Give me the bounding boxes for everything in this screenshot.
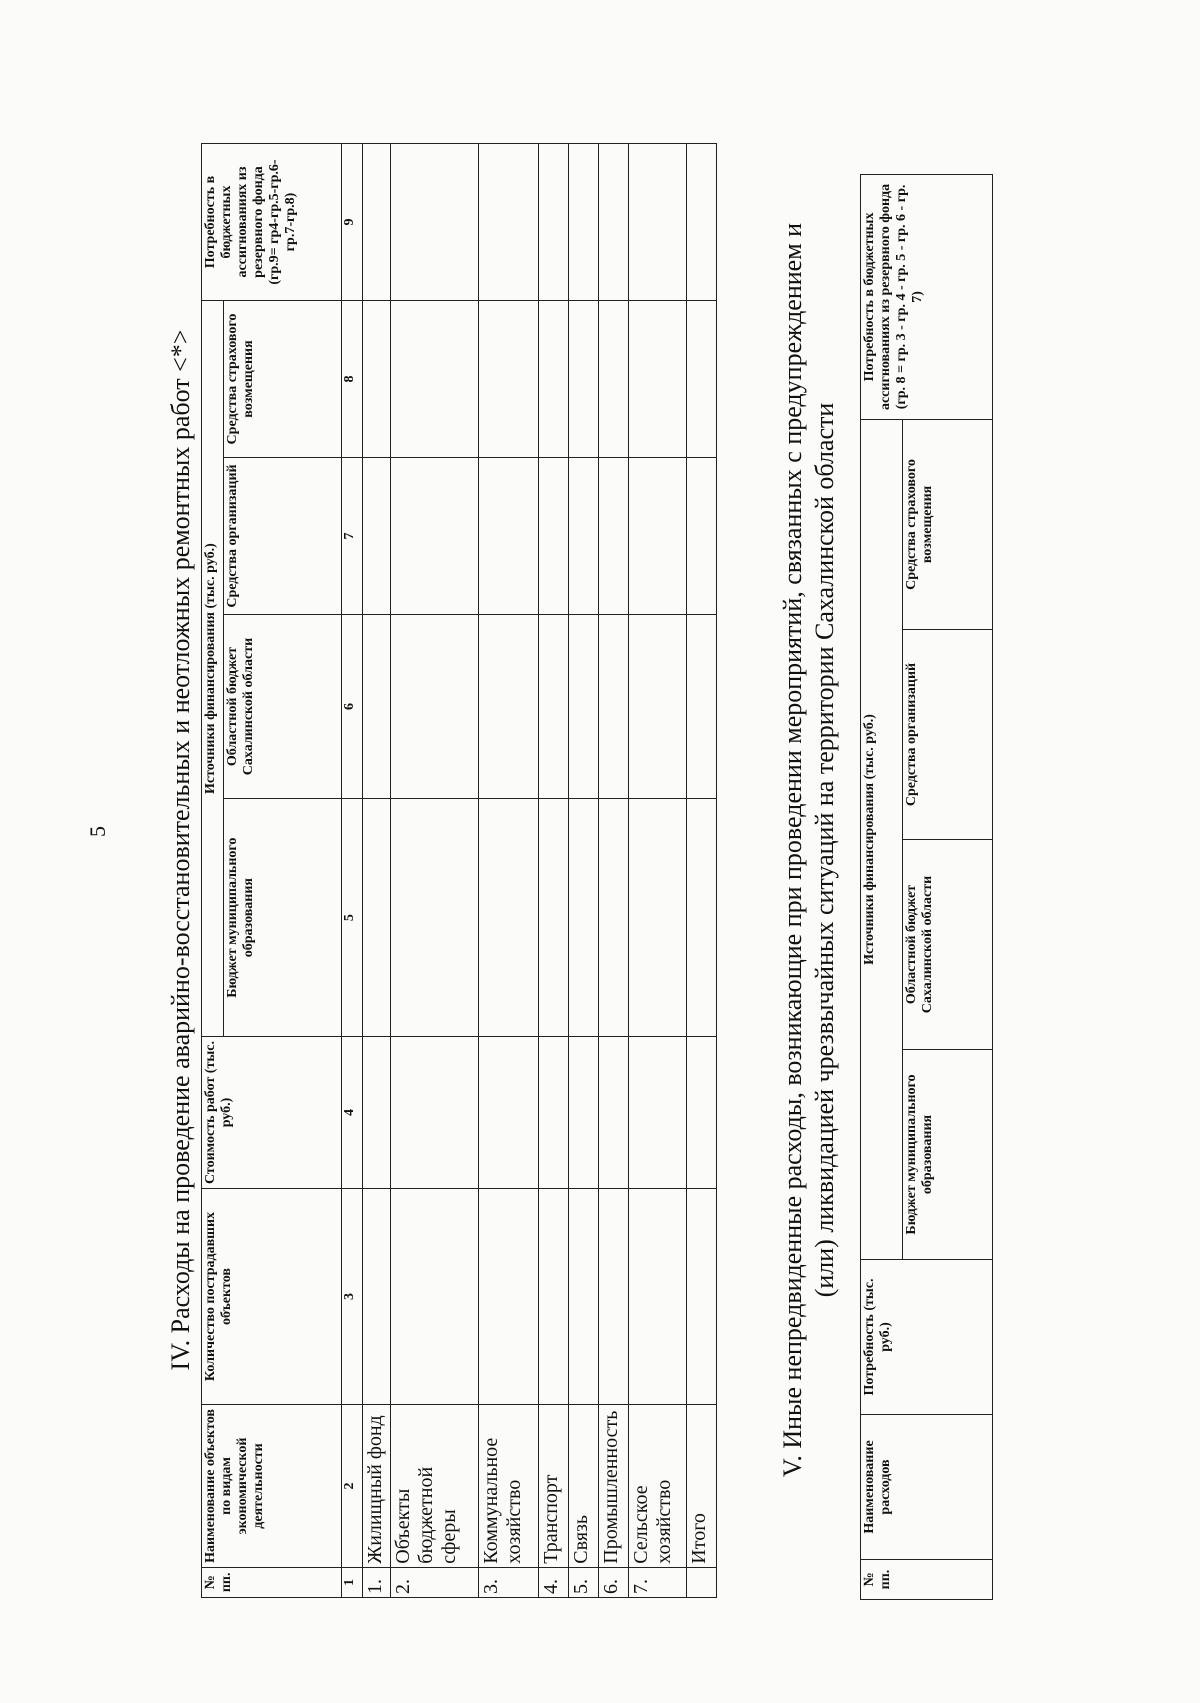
column-number: 1: [342, 1567, 363, 1597]
table-row: [391, 144, 479, 1598]
header-municipal: Бюджет муниципального образования: [903, 1050, 993, 1260]
cell: [569, 615, 599, 799]
column-number: 4: [342, 1037, 363, 1189]
cell: [599, 1188, 629, 1405]
header-organizations: Средства организаций: [903, 630, 993, 840]
table-row: [539, 144, 569, 1598]
column-number: 5: [342, 799, 363, 1037]
cell: [391, 615, 479, 799]
cell: [479, 1037, 539, 1189]
row-number: [687, 1567, 717, 1597]
cell: [687, 615, 717, 799]
cell: [363, 1037, 391, 1189]
section-5-title-line2: (или) ликвидацией чрезвычайных ситуаций на территории Сахалинской области: [810, 402, 839, 1298]
cell: [479, 458, 539, 615]
row-name: Сельское хозяйство: [629, 1405, 687, 1567]
cell: [599, 301, 629, 458]
section-4-title: IV. Расходы на проведение аварийно-восстановительных и неотложных ремонтных работ <*>: [166, 329, 195, 1371]
cell: [599, 144, 629, 301]
header-sources: Источники финансирования (тыс. руб.): [861, 419, 903, 1259]
header-municipal: Бюджет муниципального образования: [224, 799, 342, 1037]
header-cost: Стоимость работ (тыс. руб.): [202, 1037, 342, 1189]
cell: [629, 301, 687, 458]
cell: [391, 799, 479, 1037]
cell: [599, 1037, 629, 1189]
section-5-table: [860, 174, 993, 1600]
cell: [479, 615, 539, 799]
cell: [539, 615, 569, 799]
row-name: Объекты бюджетной сферы: [391, 1405, 479, 1567]
row-name: Коммунальное хозяйство: [479, 1405, 539, 1567]
row-number: 7.: [629, 1567, 687, 1597]
cell: [599, 799, 629, 1037]
cell: [569, 458, 599, 615]
cell: [539, 301, 569, 458]
cell: [599, 458, 629, 615]
row-number: 3.: [479, 1567, 539, 1597]
table-row: [479, 144, 539, 1598]
cell: [479, 301, 539, 458]
header-need: Потребность в бюджетных ассигнованиях из резервного фонда (гр. 8 = гр. 3 - гр. 4 - гр. 5 - гр. 6 - гр. 7): [861, 174, 993, 419]
cell: [629, 615, 687, 799]
row-number: 4.: [539, 1567, 569, 1597]
column-numbers-row: [342, 144, 363, 1598]
table-row: [599, 144, 629, 1598]
header-organizations: Средства организаций: [224, 458, 342, 615]
header-name: Наименование объектов по видам экономической деятельности: [202, 1405, 342, 1567]
table-row: [569, 144, 599, 1598]
cell: [599, 615, 629, 799]
cell: [363, 144, 391, 301]
cell: [363, 301, 391, 458]
cell: [479, 1188, 539, 1405]
header-insurance: Средства страхового возмещения: [224, 301, 342, 458]
cell: [539, 458, 569, 615]
cell: [687, 458, 717, 615]
cell: [629, 799, 687, 1037]
table-row: [629, 144, 687, 1598]
header-no: № пп.: [861, 1560, 993, 1600]
section-5-title: [777, 100, 841, 1600]
cell: [391, 458, 479, 615]
header-insurance: Средства страхового возмещения: [903, 419, 993, 629]
cell: [479, 799, 539, 1037]
header-count: Количество пострадавших объектов: [202, 1188, 342, 1405]
cell: [569, 301, 599, 458]
landscape-content: [165, 100, 1065, 1600]
column-number: 3: [342, 1188, 363, 1405]
cell: [479, 144, 539, 301]
cell: [391, 301, 479, 458]
column-number: 7: [342, 458, 363, 615]
table-row: [687, 144, 717, 1598]
page-number: 5: [85, 826, 110, 837]
row-name: Итого: [687, 1405, 717, 1567]
cell: [629, 458, 687, 615]
row-number: 6.: [599, 1567, 629, 1597]
row-name: Жилищный фонд: [363, 1405, 391, 1567]
row-name: Связь: [569, 1405, 599, 1567]
cell: [539, 1037, 569, 1189]
header-regional: Областной бюджет Сахалинской области: [903, 840, 993, 1050]
cell: [539, 1188, 569, 1405]
row-number: 5.: [569, 1567, 599, 1597]
cell: [569, 799, 599, 1037]
cell: [687, 1037, 717, 1189]
section-4-table: [201, 143, 717, 1598]
cell: [569, 1037, 599, 1189]
header-name: Наименование расходов: [861, 1415, 993, 1560]
cell: [363, 458, 391, 615]
cell: [687, 144, 717, 301]
row-name: Промышленность: [599, 1405, 629, 1567]
column-number: 8: [342, 301, 363, 458]
header-need: Потребность в бюджетных ассигнованиях из резервного фонда (гр.9= гр4-гр.5-гр.6-гр.7-гр.8): [202, 144, 342, 301]
cell: [569, 144, 599, 301]
header-sources: Источники финансирования (тыс. руб.): [202, 301, 224, 1037]
row-name: Транспорт: [539, 1405, 569, 1567]
column-number: 6: [342, 615, 363, 799]
cell: [539, 799, 569, 1037]
cell: [391, 144, 479, 301]
cell: [569, 1188, 599, 1405]
cell: [539, 144, 569, 301]
cell: [363, 615, 391, 799]
header-need-total: Потребность (тыс. руб.): [861, 1260, 993, 1415]
header-no: № пп.: [202, 1567, 342, 1597]
header-regional: Областной бюджет Сахалинской области: [224, 615, 342, 799]
cell: [363, 799, 391, 1037]
cell: [391, 1037, 479, 1189]
row-number: 2.: [391, 1567, 479, 1597]
cell: [687, 301, 717, 458]
section-5-title-line1: V. Иные непредвиденные расходы, возникающие при проведении мероприятий, связанных с предупреждением и: [778, 222, 807, 1478]
cell: [687, 799, 717, 1037]
cell: [629, 1188, 687, 1405]
column-number: 2: [342, 1405, 363, 1567]
cell: [629, 1037, 687, 1189]
row-number: 1.: [363, 1567, 391, 1597]
cell: [363, 1188, 391, 1405]
cell: [391, 1188, 479, 1405]
table-row: [363, 144, 391, 1598]
cell: [687, 1188, 717, 1405]
cell: [629, 144, 687, 301]
column-number: 9: [342, 144, 363, 301]
